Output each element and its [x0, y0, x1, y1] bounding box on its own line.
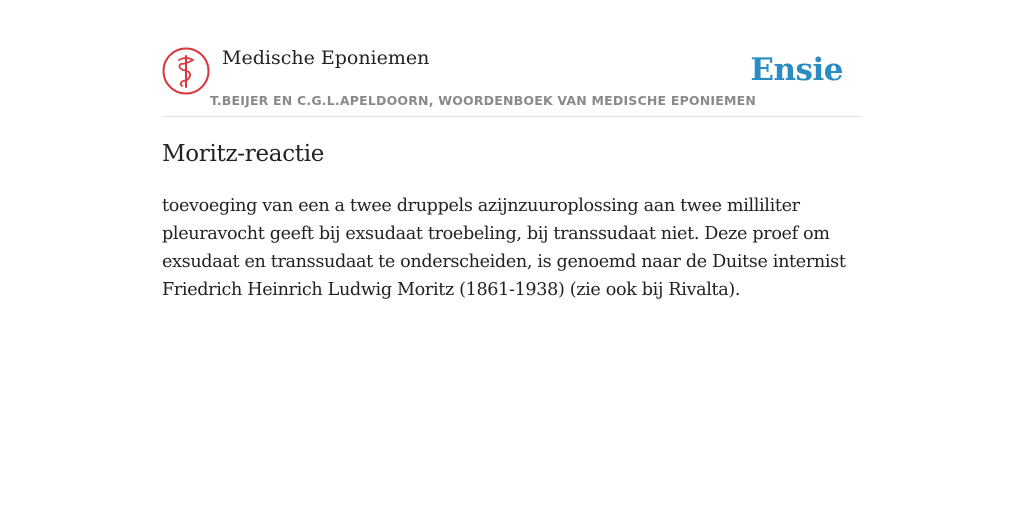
dictionary-header — [162, 46, 862, 117]
caduceus-icon[interactable] — [162, 47, 210, 95]
dictionary-title[interactable]: Medische Eponiemen — [222, 47, 430, 69]
ensie-logo[interactable]: Ensie — [750, 52, 843, 88]
entry-title: Moritz-reactie — [162, 141, 325, 167]
dictionary-authors: T.BEIJER EN C.G.L.APELDOORN, WOORDENBOEK VAN MEDISCHE EPONIEMEN — [210, 93, 757, 108]
entry-definition: toevoeging van een a twee druppels azijnzuuroplossing aan twee milliliter pleuravocht geeft bij exsudaat troebeling, bij transsudaat niet. Deze proef om exsudaat en transsudaat te onderscheiden, is genoemd naar de Duitse internist Friedrich Heinrich Ludwig Moritz (1861-1938) (zie ook bij Rivalta). — [162, 196, 846, 300]
